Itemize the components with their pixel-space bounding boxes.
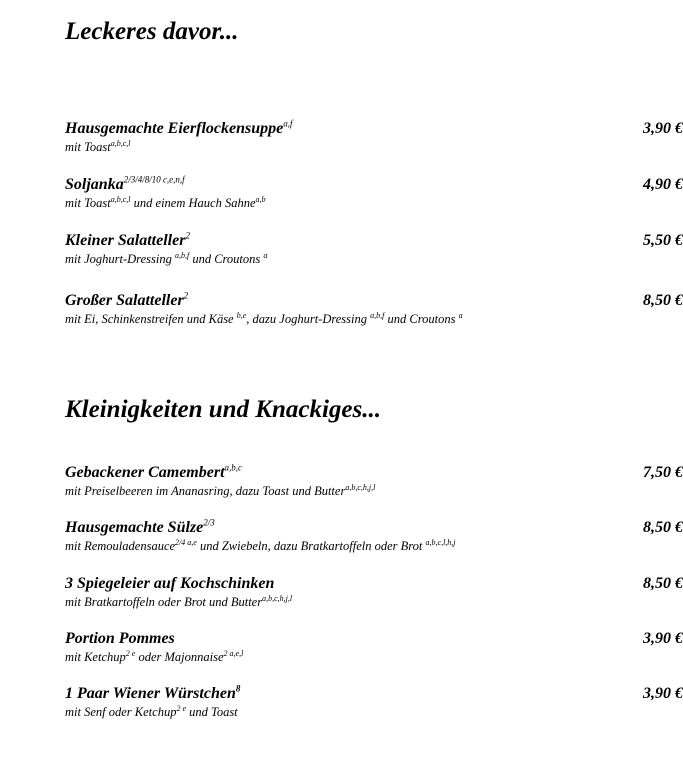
item-name-text: Gebackener Camembert <box>65 464 225 481</box>
allergen-superscript: b,e <box>236 310 247 320</box>
description-text: mit Preiselbeeren im Ananasring, dazu Toast und Butter <box>65 484 346 498</box>
item-name-text: Hausgemachte Sülze <box>65 519 204 536</box>
allergen-superscript: a,b,c,l <box>110 138 131 148</box>
description-text: mit Toast <box>65 140 111 154</box>
description-text: mit Joghurt-Dressing <box>65 252 175 266</box>
section-title: Leckeres davor... <box>65 18 239 45</box>
menu-item <box>65 174 683 211</box>
item-description <box>65 311 625 327</box>
description-text: mit Remouladensauce <box>65 539 176 553</box>
description-text: oder Majonnaise <box>135 650 224 664</box>
item-name-text: Soljanka <box>65 176 124 193</box>
menu-item <box>65 683 683 720</box>
item-name <box>65 518 625 538</box>
item-name <box>65 231 625 251</box>
item-price: 4,90 € <box>643 176 683 193</box>
item-price: 8,50 € <box>643 292 683 309</box>
description-text: , dazu Joghurt-Dressing <box>246 312 371 326</box>
description-text: mit Senf oder Ketchup <box>65 705 177 719</box>
description-text: mit Ketchup <box>65 650 126 664</box>
item-price: 3,90 € <box>643 685 683 702</box>
allergen-superscript: a,b,f <box>174 250 190 260</box>
item-description <box>65 704 625 720</box>
description-text: und einem Hauch Sahne <box>130 196 256 210</box>
item-name-text: Kleiner Salatteller <box>65 232 186 249</box>
item-name <box>65 291 625 311</box>
item-name <box>65 574 625 594</box>
item-name-text: 3 Spiegeleier auf Kochschinken <box>65 575 275 592</box>
allergen-superscript: 2 <box>183 290 189 301</box>
item-name-text: 1 Paar Wiener Würstchen <box>65 685 236 702</box>
description-text: und Croutons <box>384 312 459 326</box>
description-text: mit Toast <box>65 196 111 210</box>
section-title: Kleinigkeiten und Knackiges... <box>65 396 382 423</box>
allergen-superscript: a,b,c,h,j,l <box>262 593 293 603</box>
allergen-superscript: 2 e <box>176 703 187 713</box>
description-text: und Toast <box>186 705 238 719</box>
allergen-superscript: a <box>458 310 463 320</box>
menu-item <box>65 629 683 665</box>
item-name <box>65 463 625 483</box>
item-name-text: Portion Pommes <box>65 630 175 647</box>
allergen-superscript: a,b,f <box>370 310 385 320</box>
menu-item <box>65 574 683 610</box>
allergen-superscript: a,f <box>283 118 293 129</box>
allergen-superscript: a,b,c,h,j,l <box>345 482 376 492</box>
allergen-superscript: 2 e <box>125 648 136 658</box>
item-description <box>65 251 625 267</box>
menu-item <box>65 462 683 499</box>
item-description <box>65 483 625 499</box>
allergen-superscript: a,b,c,l <box>110 194 131 204</box>
menu-item <box>65 230 683 267</box>
allergen-superscript: 2/3/4/8/10 c,e,n,f <box>123 174 185 185</box>
item-description <box>65 594 625 610</box>
item-name <box>65 175 625 195</box>
item-name <box>65 629 625 649</box>
item-price: 3,90 € <box>643 630 683 647</box>
item-name <box>65 684 625 704</box>
item-price: 5,50 € <box>643 232 683 249</box>
menu-item <box>65 517 683 554</box>
description-text: und Zwiebeln, dazu Bratkartoffeln oder Brot <box>196 539 426 553</box>
menu-item <box>65 118 683 155</box>
allergen-superscript: a,b <box>255 194 266 204</box>
allergen-superscript: 2 <box>185 230 190 241</box>
allergen-superscript: a <box>263 250 268 260</box>
item-price: 7,50 € <box>643 464 683 481</box>
item-description <box>65 538 625 554</box>
allergen-superscript: 8 <box>235 683 241 694</box>
allergen-superscript: 2/3 <box>203 517 215 528</box>
description-text: mit Ei, Schinkenstreifen und Käse <box>65 312 237 326</box>
item-price: 8,50 € <box>643 519 683 536</box>
item-price: 3,90 € <box>643 120 683 137</box>
allergen-superscript: a,b,c <box>224 462 243 473</box>
menu-item <box>65 290 683 327</box>
allergen-superscript: 2 a,e,l <box>223 648 244 658</box>
item-description <box>65 649 625 665</box>
description-text: und Croutons <box>189 252 264 266</box>
allergen-superscript: a,b,c,l,h,j <box>425 537 456 547</box>
item-name <box>65 119 625 139</box>
item-name-text: Hausgemachte Eierflockensuppe <box>65 120 284 137</box>
description-text: mit Bratkartoffeln oder Brot und Butter <box>65 595 263 609</box>
item-description <box>65 139 625 155</box>
item-price: 8,50 € <box>643 575 683 592</box>
item-name-text: Großer Salatteller <box>65 292 184 309</box>
item-description <box>65 195 625 211</box>
allergen-superscript: 2/4 a,e <box>175 537 197 547</box>
